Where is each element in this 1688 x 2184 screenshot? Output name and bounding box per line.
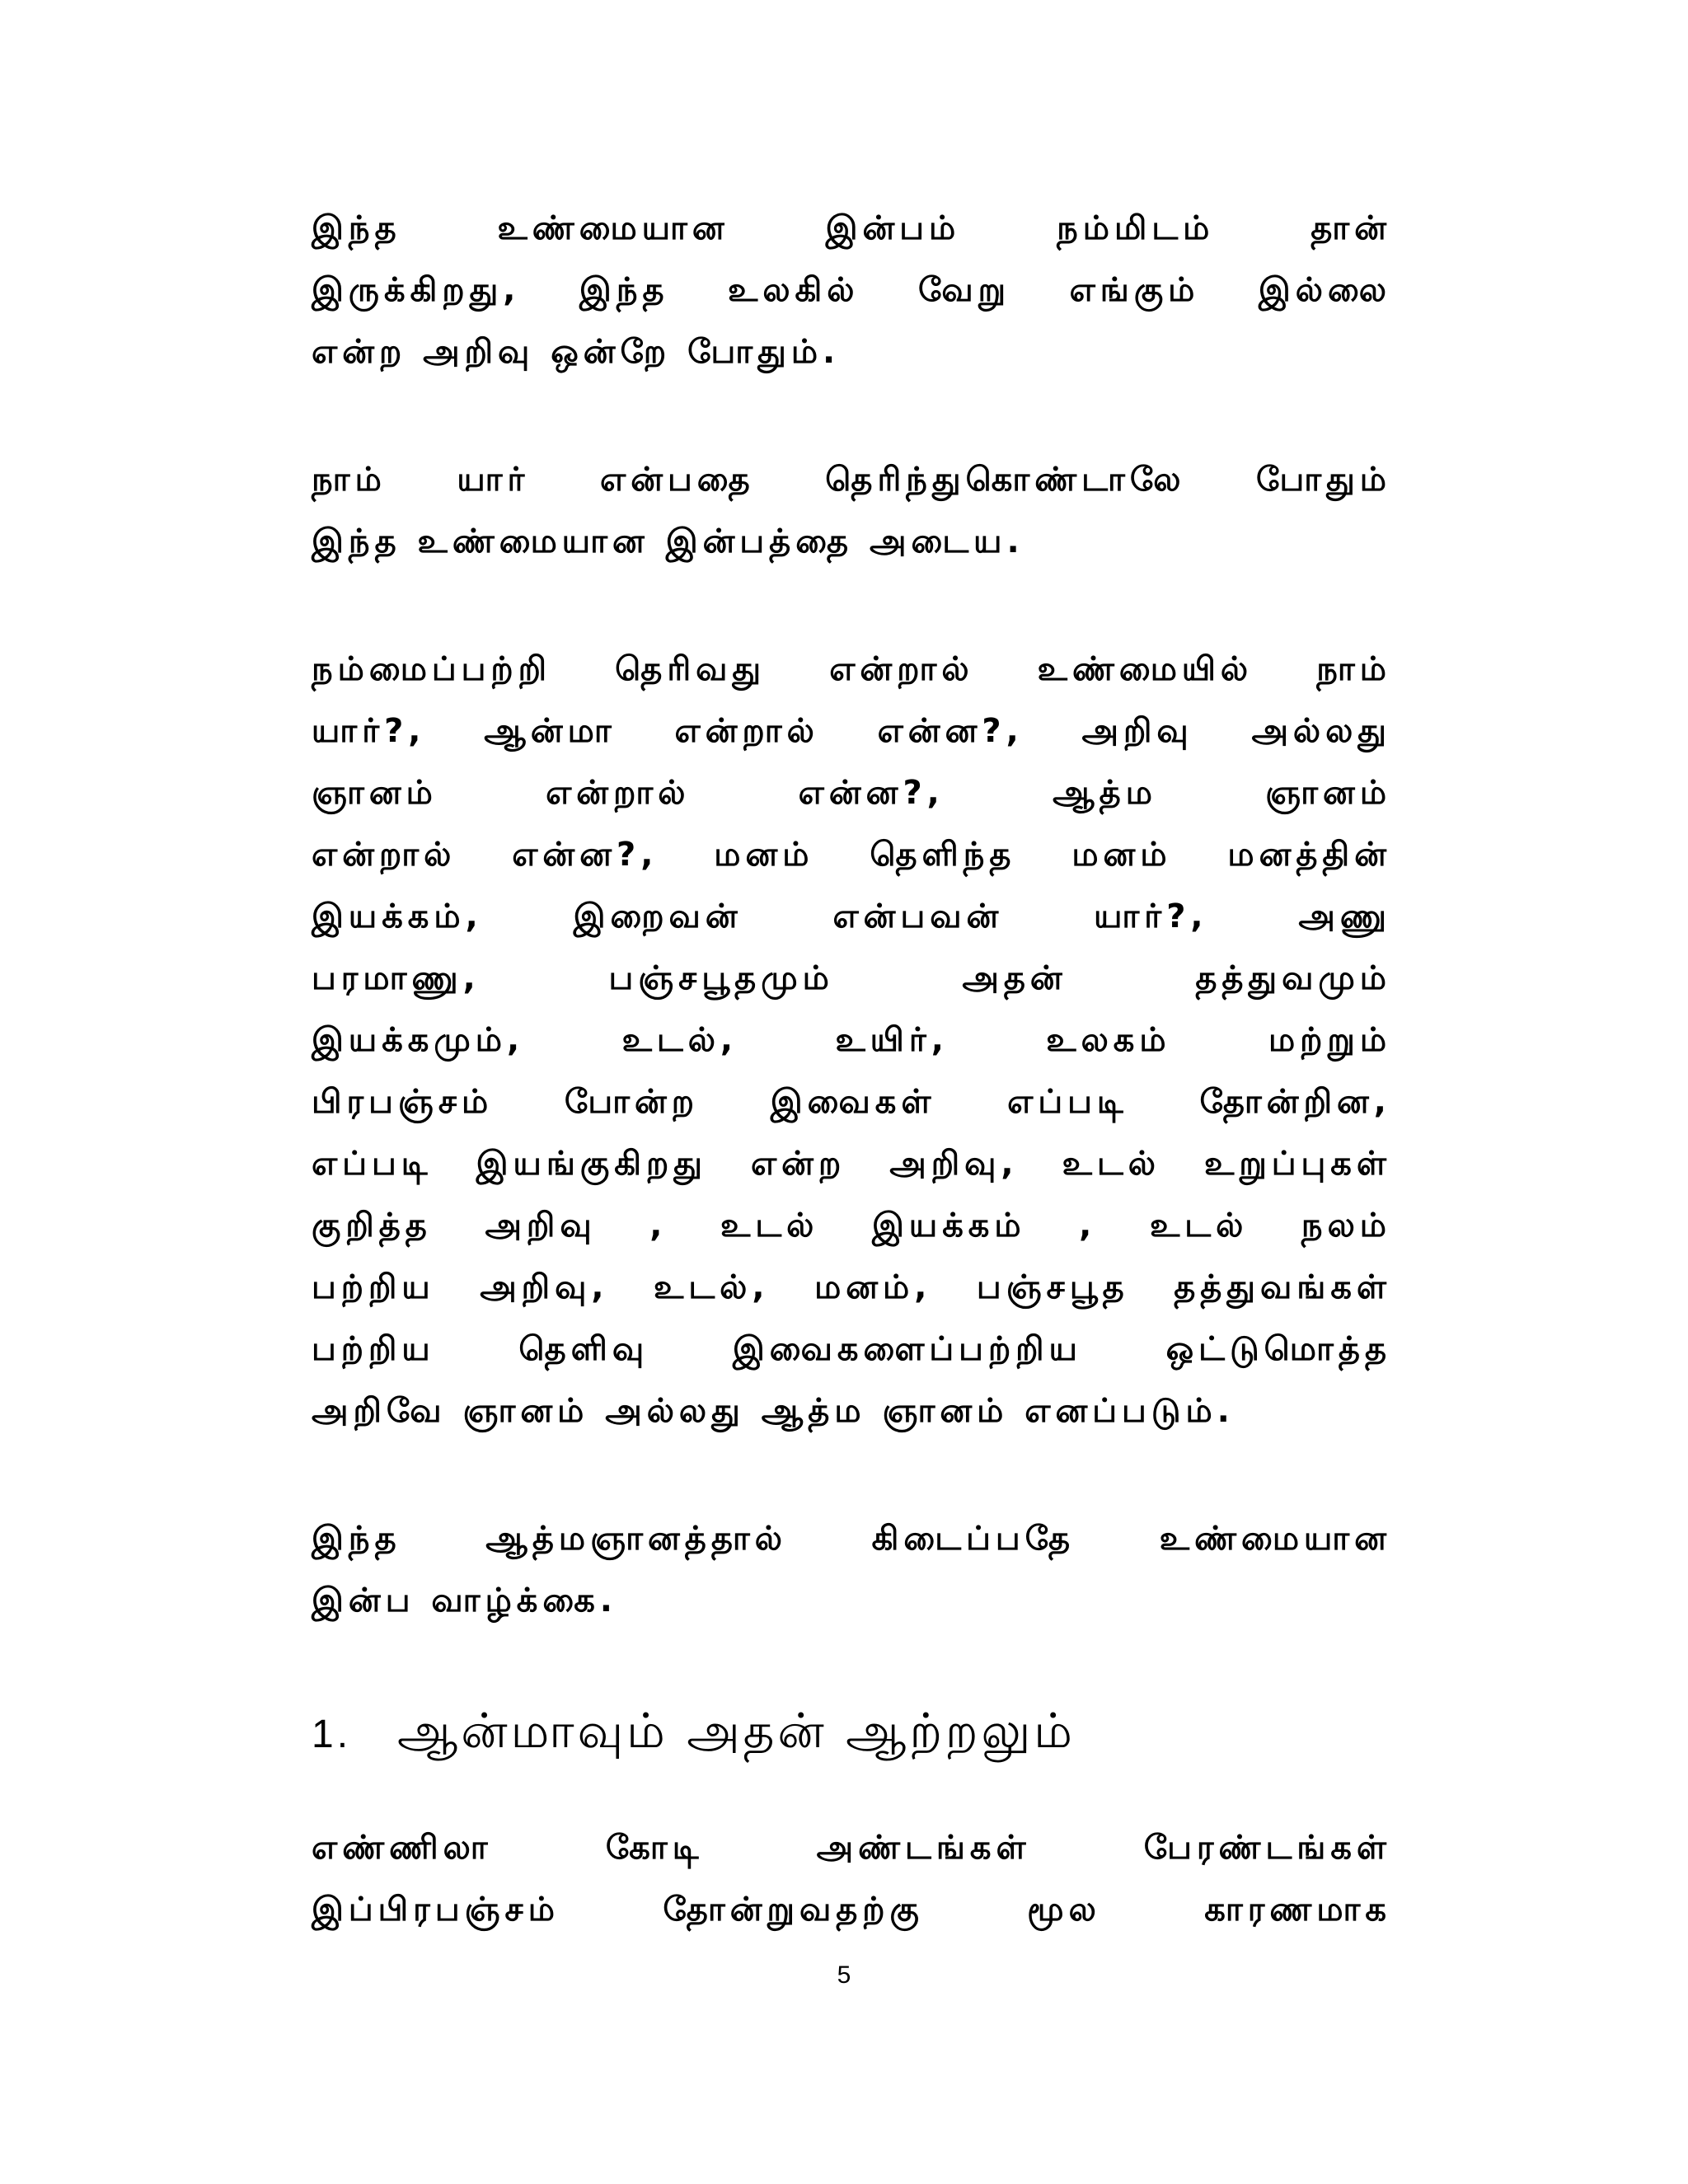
text-line: பற்றிய தெளிவு இவைகளைப்பற்றிய ஒட்டுமொத்த: [312, 1330, 1391, 1368]
heading-text: ஆன்மாவும் அதன் ஆற்றலும்: [397, 1703, 1076, 1759]
text-line: எப்படி இயங்குகிறது என்ற அறிவு, உடல் உறுப்புகள்: [312, 1145, 1391, 1183]
text-line: யார்?, ஆன்மா என்றால் என்ன?, அறிவு அல்லது: [312, 712, 1391, 750]
paragraph-2: [312, 449, 1391, 573]
paragraph-1: [312, 198, 1391, 383]
text-line: இப்பிரபஞ்சம் தோன்றுவதற்கு மூல காரணமாக: [312, 1891, 1391, 1929]
text-line: அறிவே ஞானம் அல்லது ஆத்ம ஞானம் எனப்படும்.: [312, 1392, 1235, 1430]
text-line: ஞானம் என்றால் என்ன?, ஆத்ம ஞானம்: [312, 774, 1391, 812]
text-line: எண்ணிலா கோடி அண்டங்கள் பேரண்டங்கள்: [312, 1829, 1391, 1867]
text-line: குறித்த அறிவு , உடல் இயக்கம் , உடல் நலம்: [312, 1207, 1391, 1244]
section-heading: [312, 1698, 1391, 1768]
text-line: இருக்கிறது, இந்த உலகில் வேறு எங்கும் இல்லை: [312, 271, 1391, 309]
text-line: இன்ப வாழ்க்கை.: [312, 1582, 617, 1619]
page-number: 5: [837, 1961, 851, 1989]
text-line: பரமாணு, பஞ்சபூதமும் அதன் தத்துவமும்: [312, 959, 1391, 997]
text-line: என்ற அறிவு ஒன்றே போதும்.: [312, 333, 841, 371]
page-content: [312, 198, 1391, 2007]
text-line: இந்த உண்மையான இன்பம் நம்மிடம் தான்: [312, 209, 1391, 247]
heading-number: 1.: [312, 1713, 352, 1756]
text-line: நம்மைப்பற்றி தெரிவது என்றால் உண்மையில் நாம்: [312, 650, 1391, 688]
text-line: என்றால் என்ன?, மனம் தெளிந்த மனம் மனத்தின்: [312, 836, 1391, 874]
text-line: பிரபஞ்சம் போன்ற இவைகள் எப்படி தோன்றின,: [312, 1083, 1391, 1121]
text-line: நாம் யார் என்பதை தெரிந்துகொண்டாலே போதும்: [312, 461, 1391, 499]
text-line: இந்த ஆத்மஞானத்தால் கிடைப்பதே உண்மையான: [312, 1520, 1391, 1558]
text-line: இயக்கம், இறைவன் என்பவன் யார்?, அணு: [312, 898, 1391, 935]
paragraph-5: [312, 1817, 1391, 1941]
text-line: இயக்கமும், உடல், உயிர், உலகம் மற்றும்: [312, 1021, 1391, 1059]
paragraph-4: [312, 1508, 1391, 1632]
text-line: இந்த உண்மையான இன்பத்தை அடைய.: [312, 523, 1025, 560]
paragraph-3: [312, 639, 1391, 1442]
text-line: பற்றிய அறிவு, உடல், மனம், பஞ்சபூத தத்துவங்கள்: [312, 1268, 1391, 1306]
